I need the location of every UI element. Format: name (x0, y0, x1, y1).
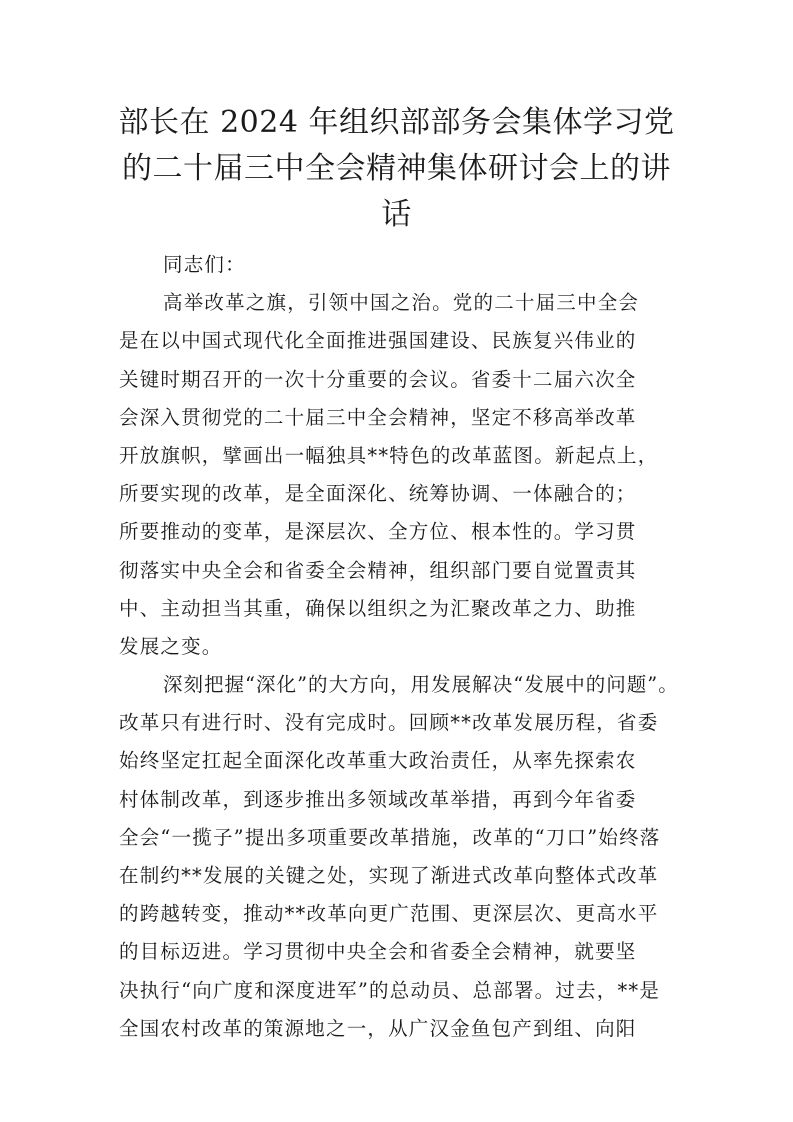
paragraph-line: 村体制改革，到逐步推出多领域改革举措，再到今年省委 (119, 787, 637, 811)
title-line: 部长在 2024 年组织部部务会集体学习党 (118, 105, 675, 140)
paragraph-line: 彻落实中央全会和省委全会精神，组织部门要自觉置责其 (119, 558, 637, 582)
paragraph-line: 会深入贯彻党的二十届三中全会精神，坚定不移高举改革 (119, 405, 637, 429)
paragraph-line: 全会“一揽子”提出多项重要改革措施，改革的“刀口”始终落 (119, 825, 661, 849)
paragraph-line: 的跨越转变，推动**改革向更广范围、更深层次、更高水平 (119, 902, 659, 926)
paragraph-line: 中、主动担当其重，确保以组织之为汇聚改革之力、助推 (119, 596, 637, 620)
paragraph-2 (119, 666, 679, 1048)
document-title (100, 100, 693, 238)
paragraph-line: 发展之变。 (119, 634, 223, 658)
paragraph-line: 改革只有进行时、没有完成时。回顾**改革发展历程，省委 (119, 711, 659, 735)
paragraph-line: 高举改革之旗，引领中国之治。党的二十届三中全会 (163, 291, 640, 315)
greeting: 同志们： (163, 253, 246, 276)
paragraph-line: 的目标迈进。学习贯彻中央全会和省委全会精神，就要坚 (119, 940, 637, 964)
paragraph-line: 所要实现的改革，是全面深化、统筹协调、一体融合的； (119, 482, 637, 506)
paragraph-line: 所要推动的变革，是深层次、全方位、根本性的。学习贯 (119, 520, 637, 544)
paragraph-line: 全国农村改革的策源地之一，从广汉金鱼包产到组、向阳 (119, 1016, 637, 1040)
paragraph-line: 开放旗帜，擘画出一幅独具**特色的改革蓝图。新起点上， (119, 443, 659, 467)
paragraph-line: 始终坚定扛起全面深化改革重大政治责任，从率先探索农 (119, 749, 637, 773)
paragraph-line: 是在以中国式现代化全面推进强国建设、民族复兴伟业的 (119, 329, 637, 353)
paragraph-1 (119, 284, 679, 666)
paragraph-line: 在制约**发展的关键之处，实现了渐进式改革向整体式改革 (119, 864, 659, 887)
title-line: 的二十届三中全会精神集体研讨会上的讲 (122, 151, 671, 186)
paragraph-line: 决执行“向广度和深度进军”的总动员、总部署。过去，**是 (119, 978, 661, 1002)
paragraph-line: 关键时期召开的一次十分重要的会议。省委十二届六次全 (119, 367, 637, 391)
document-body (119, 246, 679, 1048)
title-line: 话 (381, 197, 412, 232)
paragraph-line: 深刻把握“深化”的大方向，用发展解决“发展中的问题”。 (163, 673, 679, 697)
